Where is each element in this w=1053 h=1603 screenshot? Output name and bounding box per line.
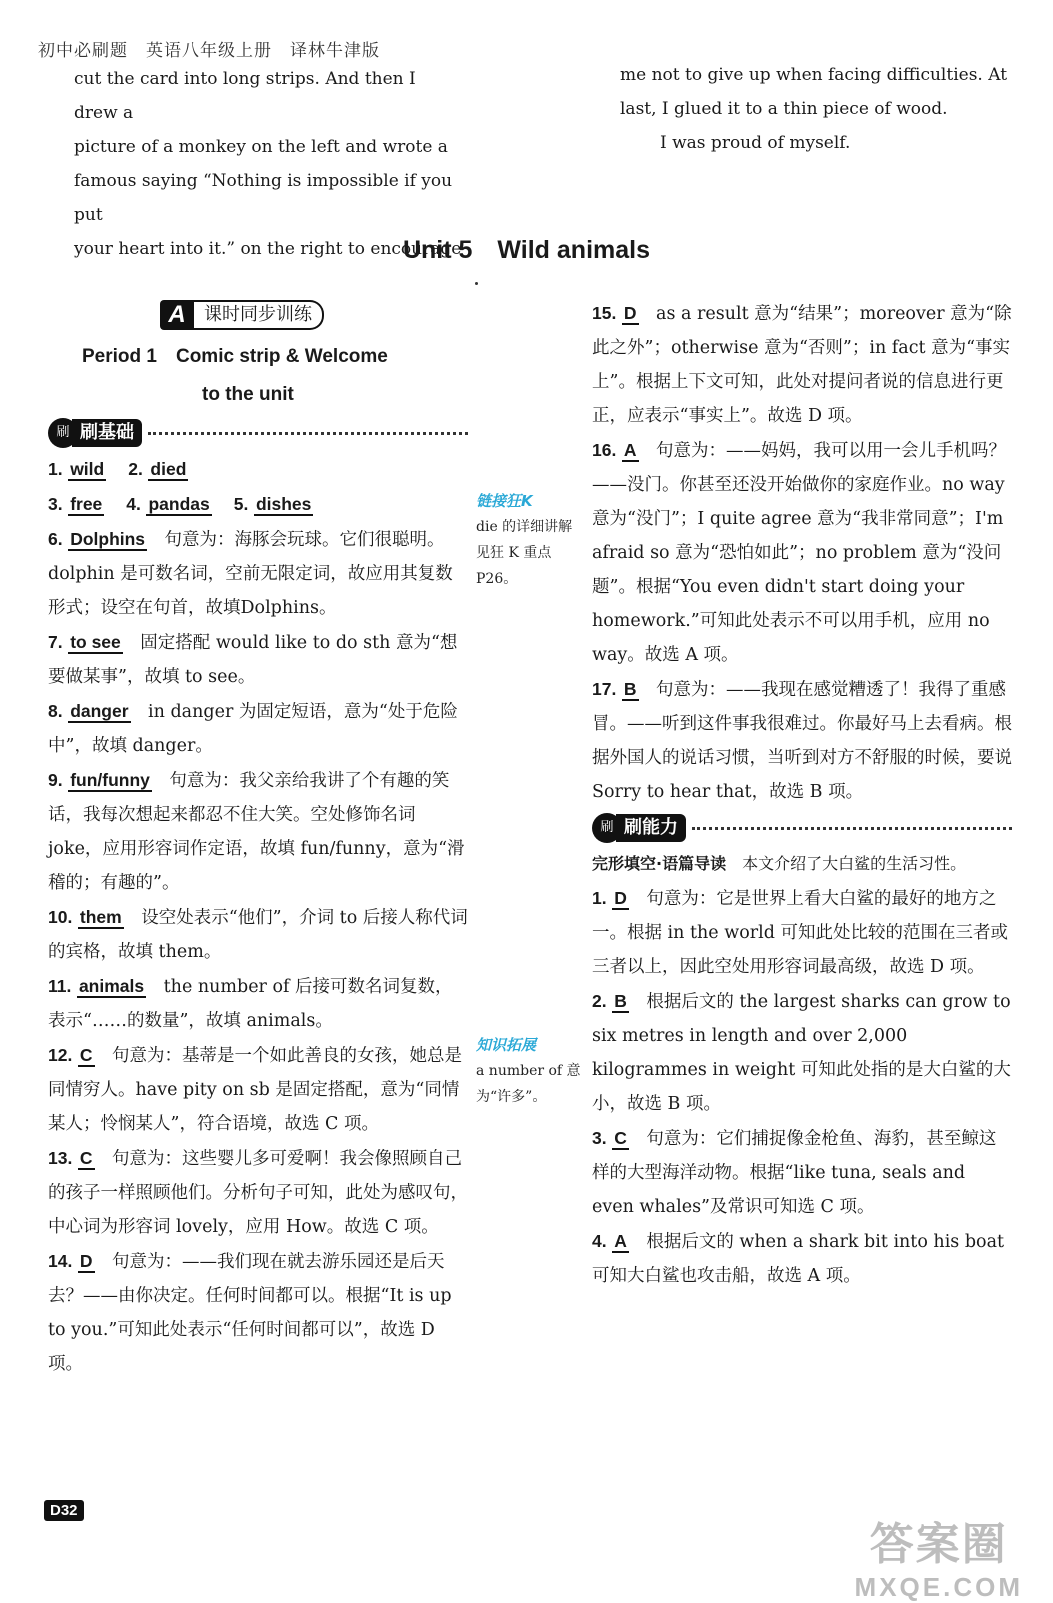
question-item: 17. B 句意为：——我现在感觉糟透了！我得了重感冒。——听到这件事我很难过。你最好马上去看病。根据外国人的说话习惯，当听到对方不舒服的时候，要说 Sorry to hear that，故选 B 项。 [592, 679, 1012, 802]
section-a-badge [160, 300, 468, 330]
period-title-line1: Period 1 Comic strip & Welcome [82, 346, 388, 367]
answer-row [48, 487, 468, 522]
question-item: 9. fun/funny 句意为：我父亲给我讲了个有趣的笑话，我每次想起来都忍不住大笑。空处修饰名词 joke，应用形容词作定语，故填 fun/funny，意为“滑稽的；有趣的”。 [48, 770, 465, 893]
top-right-line: me not to give up when facing difficulties. At [620, 65, 1008, 85]
section-a-label: 课时同步训练 [194, 300, 324, 330]
explanation: 句意为：它们捕捉像金枪鱼、海豹，甚至鲸这样的大型海洋动物。根据“like tuna, seals and even whales”及常识可知选 C 项。 [592, 1129, 997, 1217]
top-right-line: last, I glued it to a thin piece of wood. [620, 99, 948, 119]
question-item: 1. D 句意为：它是世界上看大白鲨的最好的地方之一。根据 in the world 可知此处比较的范围在三者或三者以上，因此空处用形容词最高级，故选 D 项。 [592, 888, 1008, 977]
answer-blank: D [79, 1251, 93, 1271]
cloze-intro [592, 847, 1012, 881]
page-number: D32 [44, 1500, 84, 1521]
explanation: 固定搭配 would like to do sth 意为“想要做某事”，故填 to see。 [48, 633, 458, 687]
period-title-line2: to the unit [202, 384, 294, 405]
explanation: 句意为：——我们现在就去游乐园还是后天去？——由你决定。任何时间都可以。根据“It is up to you.”可知此处表示“任何时间都可以”，故选 D 项。 [48, 1252, 452, 1374]
question-item: 13. C 句意为：这些婴儿多可爱啊！我会像照顾自己的孩子一样照顾他们。分析句子可知，此处为感叹句，中心词为形容词 lovely，应用 How。故选 C 项。 [48, 1148, 468, 1237]
answer-blank: C [79, 1148, 93, 1168]
question-item: 4. A 根据后文的 when a shark bit into his boat 可知大白鲨也攻击船，故选 A 项。 [592, 1231, 1005, 1286]
top-left-line: cut the card into long strips. And then I drew a [74, 69, 416, 123]
answer-blank: free [70, 494, 103, 514]
side-note-text: die 的详细讲解见狂 K 重点 P26。 [476, 519, 573, 587]
answer-item: 3. free [48, 494, 103, 514]
answer-blank: pandas [148, 494, 210, 514]
question-item: 11. animals the number of 后接可数名词复数，表示“……的数量”，故填 animals。 [48, 976, 453, 1031]
side-note-tag: 链接狂K [476, 492, 533, 510]
top-left-line: picture of a monkey on the left and wrote a [74, 137, 448, 157]
explanation: 句意为：我父亲给我讲了个有趣的笑话，我每次想起来都忍不住大笑。空处修饰名词 joke，应用形容词作定语，故填 fun/funny，意为“滑稽的；有趣的”。 [48, 771, 465, 893]
question-item: 14. D 句意为：——我们现在就去游乐园还是后天去？——由你决定。任何时间都可以。根据“It is up to you.”可知此处表示“任何时间都可以”，故选 D 项。 [48, 1251, 452, 1374]
answer-blank: Dolphins [70, 529, 146, 549]
explanation: 句意为：海豚会玩球。它们很聪明。dolphin 是可数名词，空前无限定词，故应用其复数形式；设空在句首，故填Dolphins。 [48, 530, 453, 618]
explanation: 句意为：它是世界上看大白鲨的最好的地方之一。根据 in the world 可知此处比较的范围在三者或三者以上，因此空处用形容词最高级，故选 D 项。 [592, 889, 1008, 977]
answer-blank: dishes [255, 494, 312, 514]
watermark [855, 1508, 1023, 1603]
answer-blank: fun/funny [70, 770, 150, 790]
question-item: 3. C 句意为：它们捕捉像金枪鱼、海豹，甚至鲸这样的大型海洋动物。根据“like tuna, seals and even whales”及常识可知选 C 项。 [592, 1128, 997, 1217]
side-note-tag: 知识拓展 [476, 1036, 537, 1054]
watermark-logo-text: 答案圈 [869, 1520, 1008, 1569]
answer-blank: A [614, 1231, 627, 1251]
answer-blank: danger [70, 701, 129, 721]
jichu-label: 刷基础 [72, 419, 142, 447]
answer-blank: D [623, 303, 637, 323]
brush-icon: 刷 [48, 418, 78, 448]
question-item: 8. danger in danger 为固定短语，意为“处于危险中”，故填 danger。 [48, 701, 458, 756]
section-a-letter: A [160, 300, 194, 330]
explanation: 句意为：基蒂是一个如此善良的女孩，她总是同情穷人。have pity on sb 是固定搭配，意为“同情某人；怜悯某人”，符合语境，故选 C 项。 [48, 1046, 463, 1134]
jichu-heading [48, 418, 468, 448]
answer-item: 2. died [128, 459, 187, 479]
question-item: 12. C 句意为：基蒂是一个如此善良的女孩，她总是同情穷人。have pity on sb 是固定搭配，意为“同情某人；怜悯某人”，符合语境，故选 C 项。 [48, 1045, 463, 1134]
cloze-title: 完形填空·语篇导读 [592, 854, 727, 873]
answer-blank: to see [70, 632, 121, 652]
dotted-line [148, 432, 468, 435]
side-note [476, 1032, 586, 1110]
answer-blank: wild [70, 459, 105, 479]
dotted-line [692, 827, 1012, 830]
answer-row [48, 452, 468, 487]
top-left-line: your heart into it.” on the right to encourage [74, 239, 462, 259]
top-right-line: I was proud of myself. [660, 133, 851, 153]
answer-item: 5. dishes [233, 494, 312, 514]
nengli-label: 刷能力 [616, 814, 686, 842]
answer-blank: animals [78, 976, 145, 996]
question-item: 15. D as a result 意为“结果”；moreover 意为“除此之外”；otherwise 意为“否则”；in fact 意为“事实上”。根据上下文可知，此处对提问者说的信息进行更正，应表示“事实上”。故选 D 项。 [592, 303, 1012, 426]
top-left-line: famous saying “Nothing is impossible if you put [74, 171, 453, 225]
explanation: 句意为：——我现在感觉糟透了！我得了重感冒。——听到这件事我很难过。你最好马上去看病。根据外国人的说话习惯，当听到对方不舒服的时候，要说 Sorry to hear that，故选 B 项。 [592, 680, 1012, 802]
side-note-text: a number of 意为“许多”。 [476, 1063, 581, 1105]
answer-blank: died [150, 459, 187, 479]
answer-blank: them [79, 907, 122, 927]
question-item: 6. Dolphins 句意为：海豚会玩球。它们很聪明。dolphin 是可数名词，空前无限定词，故应用其复数形式；设空在句首，故填Dolphins。 [48, 529, 453, 618]
explanation: 设空处表示“他们”，介词 to 后接人称代词的宾格，故填 them。 [48, 908, 468, 962]
answer-item: 1. wild [48, 459, 105, 479]
question-item: 10. them 设空处表示“他们”，介词 to 后接人称代词的宾格，故填 them。 [48, 907, 468, 962]
page-header: 初中必刷题 英语八年级上册 译林牛津版 [38, 41, 380, 61]
cloze-summary: 本文介绍了大白鲨的生活习性。 [742, 854, 967, 873]
explanation: 句意为：——妈妈，我可以用一会儿手机吗？——没门。你甚至还没开始做你的家庭作业。no way 意为“没门”；I quite agree 意为“我非常同意”；I'm afraid so 意为“恐怕如此”；no problem 意为“没问题”。根据“You even didn't start doing your homework.”可知此处表示不可以用手机，应用 no way。故选 A 项。 [592, 441, 1007, 665]
answer-blank: A [623, 440, 637, 460]
explanation: 句意为：这些婴儿多可爱啊！我会像照顾自己的孩子一样照顾他们。分析句子可知，此处为感叹句，中心词为形容词 lovely，应用 How。故选 C 项。 [48, 1149, 468, 1237]
answer-blank: B [614, 991, 627, 1011]
nengli-heading [592, 813, 1012, 843]
unit-title: Unit 5 Wild animals [402, 236, 651, 264]
top-right-text [620, 58, 1010, 160]
separator-dot [475, 282, 478, 285]
answer-blank: D [614, 888, 627, 908]
explanation: the number of 后接可数名词复数，表示“……的数量”，故填 animals。 [48, 977, 453, 1031]
question-item: 7. to see 固定搭配 would like to do sth 意为“想要做某事”，故填 to see。 [48, 632, 458, 687]
explanation: as a result 意为“结果”；moreover 意为“除此之外”；otherwise 意为“否则”；in fact 意为“事实上”。根据上下文可知，此处对提问者说的信息进行更正，应表示“事实上”。故选 D 项。 [592, 304, 1012, 426]
question-item: 2. B 根据后文的 the largest sharks can grow to six metres in length and over 2,000 kilogrammes in weight 可知此处指的是大白鲨的大小，故选 B 项。 [592, 991, 1011, 1114]
right-column [592, 296, 1012, 1293]
side-note [476, 488, 586, 592]
brush-icon: 刷 [592, 813, 622, 843]
explanation: 根据后文的 when a shark bit into his boat 可知大白鲨也攻击船，故选 A 项。 [592, 1232, 1005, 1286]
watermark-url: MXQE.COM [854, 1572, 1023, 1602]
question-item: 16. A 句意为：——妈妈，我可以用一会儿手机吗？——没门。你甚至还没开始做你的家庭作业。no way 意为“没门”；I quite agree 意为“我非常同意”；I'm afraid so 意为“恐怕如此”；no problem 意为“没问题”。根据“You even didn't start doing your homework.”可知此处表示不可以用手机，应用 no way。故选 A 项。 [592, 440, 1007, 665]
left-column [48, 300, 468, 1381]
explanation: 根据后文的 the largest sharks can grow to six metres in length and over 2,000 kilogrammes in weight 可知此处指的是大白鲨的大小，故选 B 项。 [592, 992, 1011, 1114]
explanation: in danger 为固定短语，意为“处于危险中”，故填 danger。 [48, 702, 458, 756]
answer-blank: C [79, 1045, 93, 1065]
answer-blank: C [614, 1128, 627, 1148]
period-title [48, 338, 468, 414]
answer-blank: B [623, 679, 637, 699]
answer-item: 4. pandas [126, 494, 210, 514]
